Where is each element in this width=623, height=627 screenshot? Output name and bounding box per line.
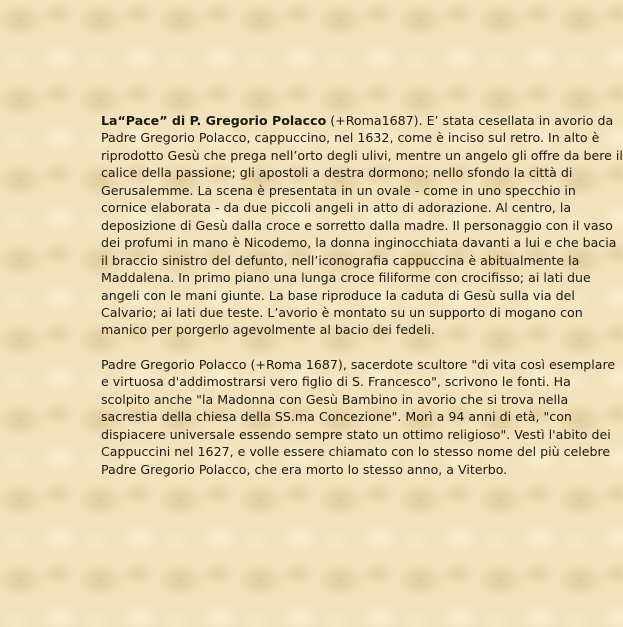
paragraph-description [101,112,623,339]
description-text: (+Roma1687). E’ stata cesellata in avorio da Padre Gregorio Polacco, cappuccino, nel 1632, come è inciso sul retro. In alto è riprodotto Gesù che prega nell’orto degli ulivi, mentre un angelo gli offre da bere il calice della passione; gli apostoli a destra dormono; nello sfondo la città di Gerusalemme. La scena è presentata in un ovale - come in uno specchio in cornice elaborata - da due piccoli angeli in atto di adorazione. Al centro, la deposizione di Gesù dalla croce e sorretto dalla madre. Il personaggio con il vaso dei profumi in mano è Nicodemo, la donna inginocchiata davanti a lui e che bacia il braccio sinistro del defunto, nell’iconografia cappuccina è abitualmente la Maddalena. In primo piano una lunga croce filiforme con crocifisso; ai lati due angeli con le mani giunte. La base riproduce la caduta di Gesù sulla via del Calvario; ai lati due teste. L’avorio è montato su un supporto di mogano con manico per porgerlo agevolmente al bacio dei fedeli. [101,113,623,338]
paragraph-biography: Padre Gregorio Polacco (+Roma 1687), sacerdote scultore "di vita così esemplare e virtuosa d'addimostrarsi vero figlio di S. Francesco", scrivono le fonti. Ha scolpito anche "la Madonna con Gesù Bambino in avorio che si trova nella sacrestia della chiesa della SS.ma Concezione". Morì a 94 anni di età, "con dispiacere universale essendo sempre stato un ottimo religioso". Vestì l'abito dei Cappuccini nel 1627, e volle essere chiamato con lo stesso nome del più celebre Padre Gregorio Polacco, che era morto lo stesso anno, a Viterbo. [101,356,616,477]
article-content [101,112,623,478]
artwork-title: La“Pace” di P. Gregorio Polacco [101,113,327,128]
